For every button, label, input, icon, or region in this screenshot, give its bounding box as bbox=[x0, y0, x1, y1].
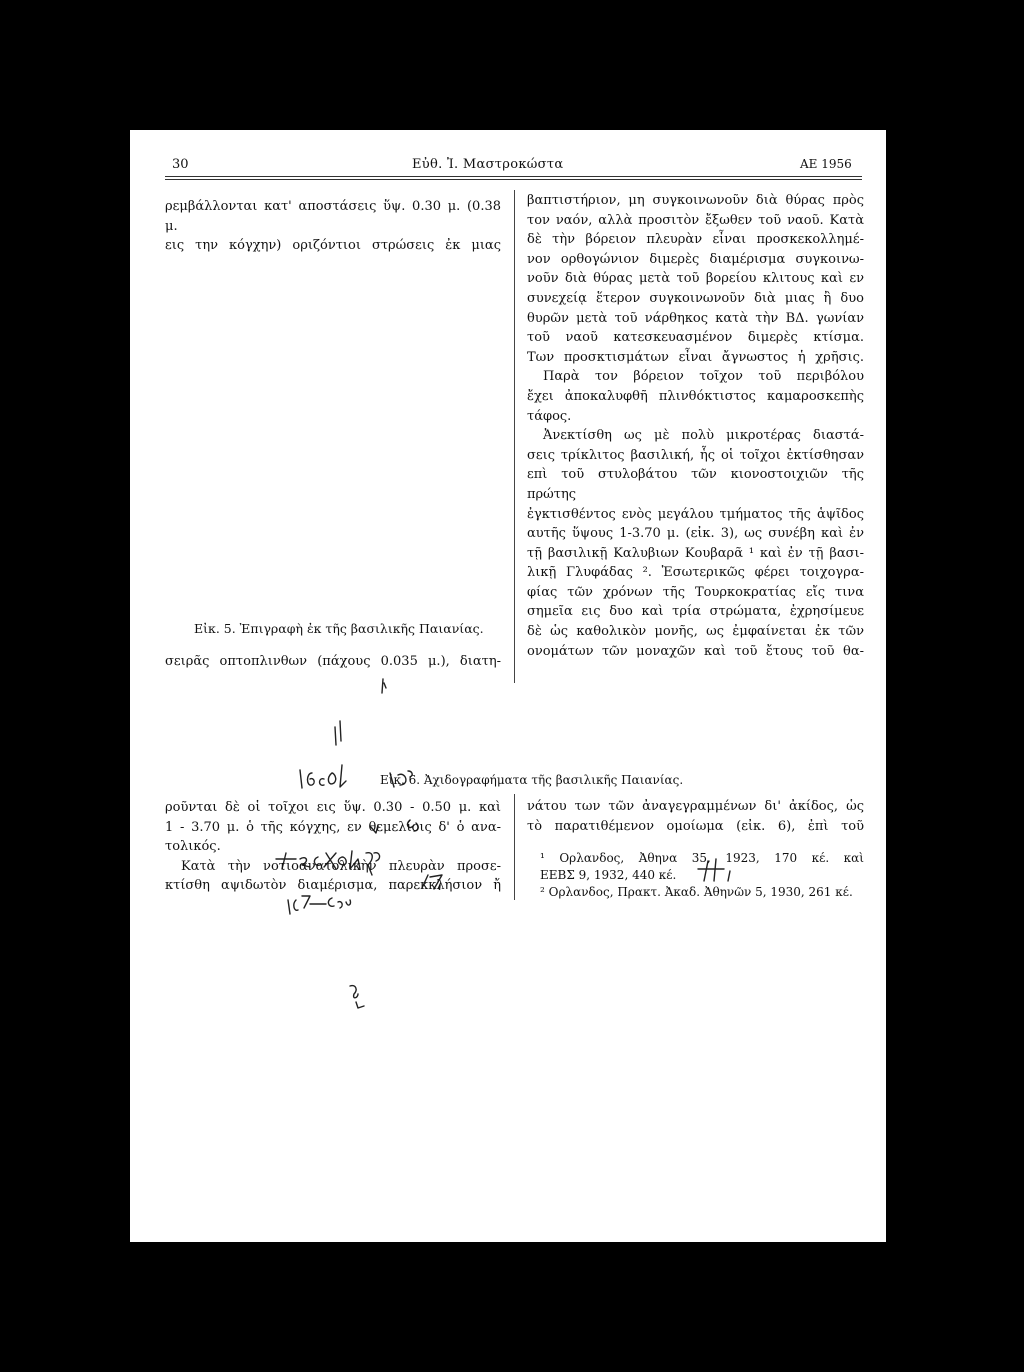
text-line: Κατὰ τὴν νοτιοανατολικὴν πλευρὰν προσε- bbox=[181, 858, 501, 874]
running-journal: ΑΕ 1956 bbox=[800, 157, 852, 171]
page-number: 30 bbox=[172, 157, 189, 172]
text-line: τοῦ ναοῦ κατεσκευασμένον διμερὲς κτίσμα. bbox=[527, 330, 864, 346]
text-line: τῇ βασιλικῇ Καλυβιων Κουβαρᾶ ¹ καὶ ἐν τῇ βασι- bbox=[527, 545, 864, 561]
text-line: Των προσκτισμάτων εἶναι ἄγνωστος ἡ χρῆσις. bbox=[527, 349, 864, 365]
text-line: τὸ παρατιθέμενον ομοίωμα (εἰκ. 6), ἐπὶ τοῦ bbox=[527, 818, 864, 834]
graffiti-stroke bbox=[335, 721, 341, 745]
text-line: νάτου των τῶν ἀναγεγραμμένων δι' ἀκίδος, ὡς bbox=[527, 799, 864, 814]
footnotes bbox=[540, 850, 864, 901]
text-line: συνεχείᾳ ἕτερον συγκοινωνοῦν διὰ μιας ἢ δυο bbox=[527, 290, 864, 306]
footnote-1: ¹ Ορλανδος, Ἀθηνα 35, 1923, 170 κέ. καὶ bbox=[540, 851, 864, 865]
left-column-bottom-line bbox=[165, 652, 501, 672]
figure-5-area bbox=[165, 240, 501, 615]
text-line: νον ορθογώνιον διμερὲς διαμέρισμα συγκοινω- bbox=[527, 251, 864, 267]
graffiti-stroke bbox=[350, 986, 364, 1008]
column-divider-bottom bbox=[514, 794, 515, 900]
text-line: επὶ τοῦ στυλοβάτου τῶν κιονοστοιχιῶν τῆς πρώτης bbox=[527, 467, 864, 502]
text-line: τολικός. bbox=[165, 839, 221, 855]
text-line: σειρᾶς οπτοπλινθων (πάχους 0.035 μ.), διατη- bbox=[165, 654, 501, 669]
bottom-left-text bbox=[165, 798, 501, 896]
right-column bbox=[527, 191, 864, 661]
graffiti-stroke bbox=[288, 896, 351, 914]
text-line: Παρὰ τον βόρειον τοῖχον τοῦ περιβόλου bbox=[543, 369, 864, 385]
text-line: βαπτιστήριον, μη συγκοινωνοῦν διὰ θύρας πρὸς bbox=[527, 193, 864, 208]
document-page bbox=[130, 130, 886, 1242]
figure-6-graffiti-lower bbox=[280, 890, 480, 1030]
graffiti-stroke bbox=[382, 679, 386, 693]
text-line: λικῇ Γλυφάδας ². Ἐσωτερικῶς φέρει τοιχογρα- bbox=[527, 565, 864, 581]
text-line: νοῦν διὰ θύρας μετὰ τοῦ βορείου κλιτους καὶ εν bbox=[527, 271, 864, 287]
text-line: ἔχει ἀποκαλυφθῆ πλινθόκτιστος καμαροσκεπὴς bbox=[527, 388, 864, 404]
text-line: δὲ ὡς καθολικὸν μονῆς, ως ἐμφαίνεται ἐκ τῶν bbox=[527, 624, 864, 640]
text-line: ρεμβάλλονται κατ' αποστάσεις ὕψ. 0.30 μ. (0.38 μ. bbox=[165, 199, 501, 234]
header-rule-bottom bbox=[165, 179, 862, 180]
column-divider-top bbox=[514, 190, 515, 683]
text-line: κτίσθη αψιδωτὸν διαμέρισμα, παρεκκλήσιον ἤ bbox=[165, 878, 501, 894]
running-author: Εὐθ. Ἰ. Μαστροκώστα bbox=[412, 157, 564, 172]
footnote-1-cont: ΕΕΒΣ 9, 1932, 440 κέ. bbox=[540, 868, 677, 882]
figure-5-caption: Εἰκ. 5. Ἐπιγραφὴ ἐκ τῆς βασιλικῆς Παιανίας. bbox=[194, 621, 484, 636]
text-line: θυρῶν μετὰ τοῦ νάρθηκος κατὰ τὴν ΒΔ. γωνίαν bbox=[527, 310, 864, 326]
graffiti-stroke bbox=[300, 765, 346, 788]
header-rule-top bbox=[165, 176, 862, 177]
text-line: αυτῆς ὕψους 1-3.70 μ. (εἰκ. 3), ως συνέβη καὶ ἐν bbox=[527, 526, 864, 542]
footnote-2: ² Ορλανδος, Πρακτ. Ἀκαδ. Ἀθηνῶν 5, 1930, 261 κέ. bbox=[540, 885, 853, 899]
text-line: σεις τρίκλιτος βασιλική, ἧς οἱ τοῖχοι ἐκτίσθησαν bbox=[527, 447, 864, 463]
text-line: εις την κόγχην) οριζόντιοι στρώσεις ἐκ μιας bbox=[165, 238, 501, 254]
text-line: σημεῖα εις δυο καὶ τρία στρώματα, ἐχρησίμευε bbox=[527, 604, 864, 620]
text-line: τάφος. bbox=[527, 408, 572, 424]
text-line: ροῦνται δὲ οἱ τοῖχοι εις ὕψ. 0.30 - 0.50 μ. καὶ bbox=[165, 800, 501, 815]
text-line: φίας τῶν χρόνων τῆς Τουρκοκρατίας εἴς τινα bbox=[527, 584, 864, 600]
text-line: ονομάτων τῶν μοναχῶν καὶ τοῦ ἔτους τοῦ θα- bbox=[527, 643, 864, 659]
bottom-right-text bbox=[527, 797, 864, 836]
text-line: τον ναόν, αλλὰ προσιτὸν ἔξωθεν τοῦ ναοῦ. Κατὰ bbox=[527, 212, 864, 228]
figure-6-caption: Εἰκ. 6. Ἀχιδογραφήματα τῆς βασιλικῆς Παιανίας. bbox=[380, 773, 684, 787]
text-line: Ἀνεκτίσθη ως μὲ πολὺ μικροτέρας διαστά- bbox=[543, 428, 864, 444]
text-line: ἐγκτισθέντος ενὸς μεγάλου τμήματος τῆς ἁψῖδος bbox=[527, 506, 864, 522]
text-line: 1 - 3.70 μ. ὁ τῆς κόγχης, εν θεμελίοις δ' ὁ ανα- bbox=[165, 819, 501, 835]
text-line: δὲ τὴν βόρειον πλευρὰν εἶναι προσκεκολλημέ- bbox=[527, 232, 864, 248]
